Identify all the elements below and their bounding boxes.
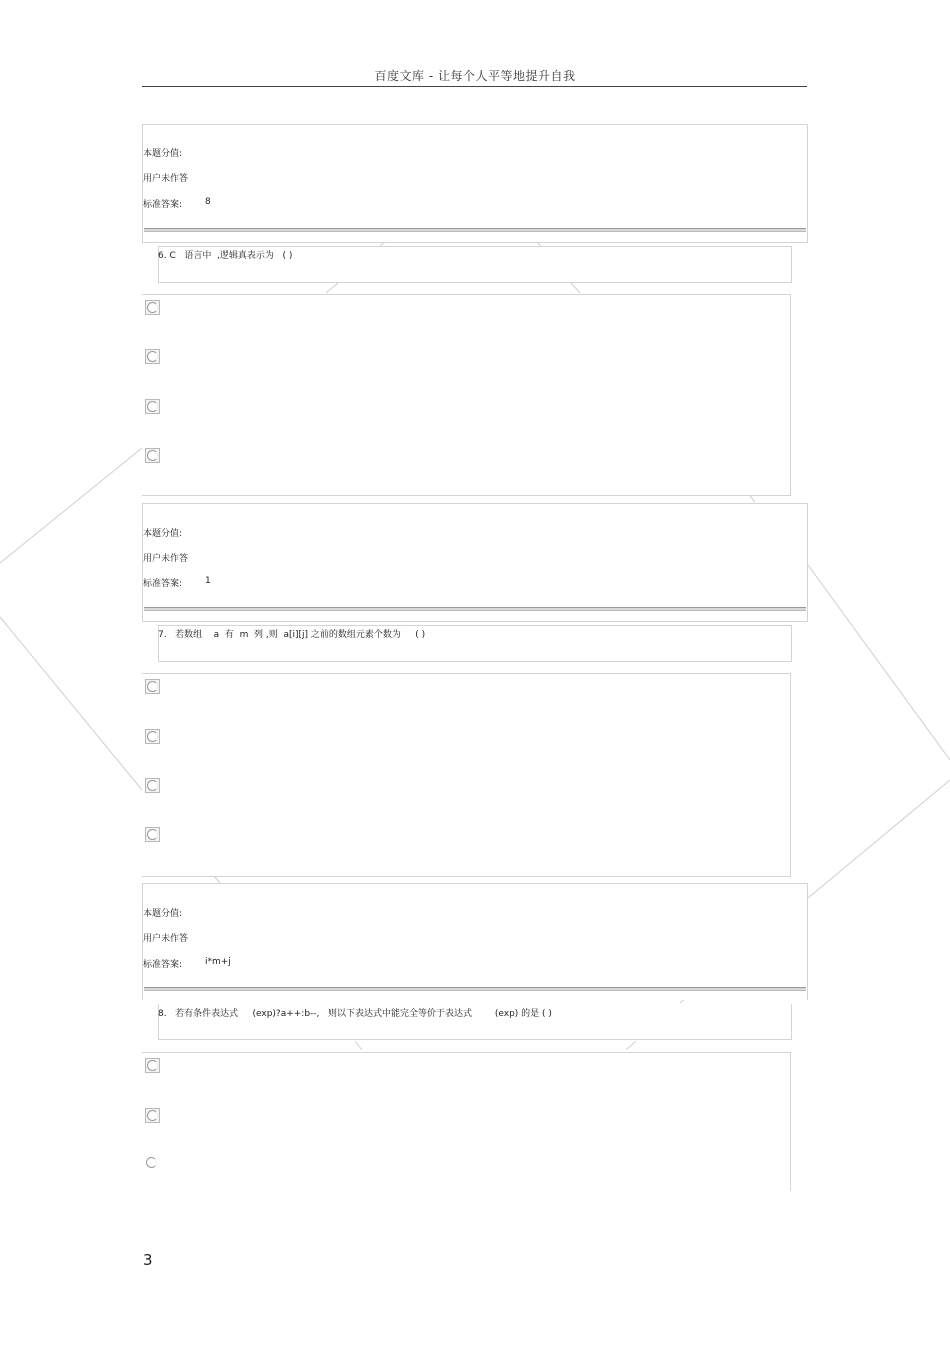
header-rule	[142, 86, 807, 87]
score-block	[142, 503, 808, 622]
option-radio-button[interactable]	[145, 1058, 160, 1073]
standard-answer-value: 8	[205, 197, 211, 207]
standard-answer-value: 1	[205, 576, 211, 586]
answer-status: 用户未作答	[143, 174, 189, 184]
options-box	[142, 1052, 791, 1191]
standard-answer-row	[143, 197, 211, 210]
option-radio-button[interactable]	[145, 778, 160, 793]
standard-answer-row	[143, 576, 211, 589]
score-label: 本题分值:	[143, 149, 183, 159]
answer-status: 用户未作答	[143, 934, 189, 944]
standard-answer-label: 标准答案:	[143, 579, 183, 589]
options-box	[142, 294, 791, 496]
standard-answer-value: i*m+j	[205, 957, 231, 967]
option-radio-button[interactable]	[145, 399, 160, 414]
question-text: 6. C 语言中 ,逻辑真表示为 ( )	[158, 251, 293, 261]
option-radio-button[interactable]	[145, 679, 160, 694]
score-label: 本题分值:	[143, 909, 183, 919]
score-label: 本题分值:	[143, 529, 183, 539]
divider	[144, 228, 806, 232]
option-radio-button[interactable]	[145, 300, 160, 315]
divider	[144, 987, 806, 991]
option-radio-button[interactable]	[145, 1108, 160, 1123]
page-number: 3	[143, 1251, 153, 1269]
option-radio-button[interactable]	[145, 448, 160, 463]
option-radio-button[interactable]	[145, 349, 160, 364]
standard-answer-row	[143, 957, 231, 970]
standard-answer-label: 标准答案:	[143, 960, 183, 970]
score-block	[142, 124, 808, 243]
question-text: 8. 若有条件表达式 (exp)?a++:b--, 则以下表达式中能完全等价于表达式 (exp) 的是 ( )	[158, 1009, 552, 1019]
option-radio-button[interactable]	[145, 1156, 158, 1169]
options-box	[142, 673, 791, 877]
document-header-title: 百度文库 - 让每个人平等地提升自我	[374, 69, 576, 83]
question-text: 7. 若数组 a 有 m 列 ,则 a[i][j] 之前的数组元素个数为 ( )	[158, 630, 426, 640]
score-block	[142, 883, 808, 1000]
divider	[144, 607, 806, 611]
option-radio-button[interactable]	[145, 827, 160, 842]
answer-status: 用户未作答	[143, 554, 189, 564]
standard-answer-label: 标准答案:	[143, 200, 183, 210]
option-radio-button[interactable]	[145, 729, 160, 744]
